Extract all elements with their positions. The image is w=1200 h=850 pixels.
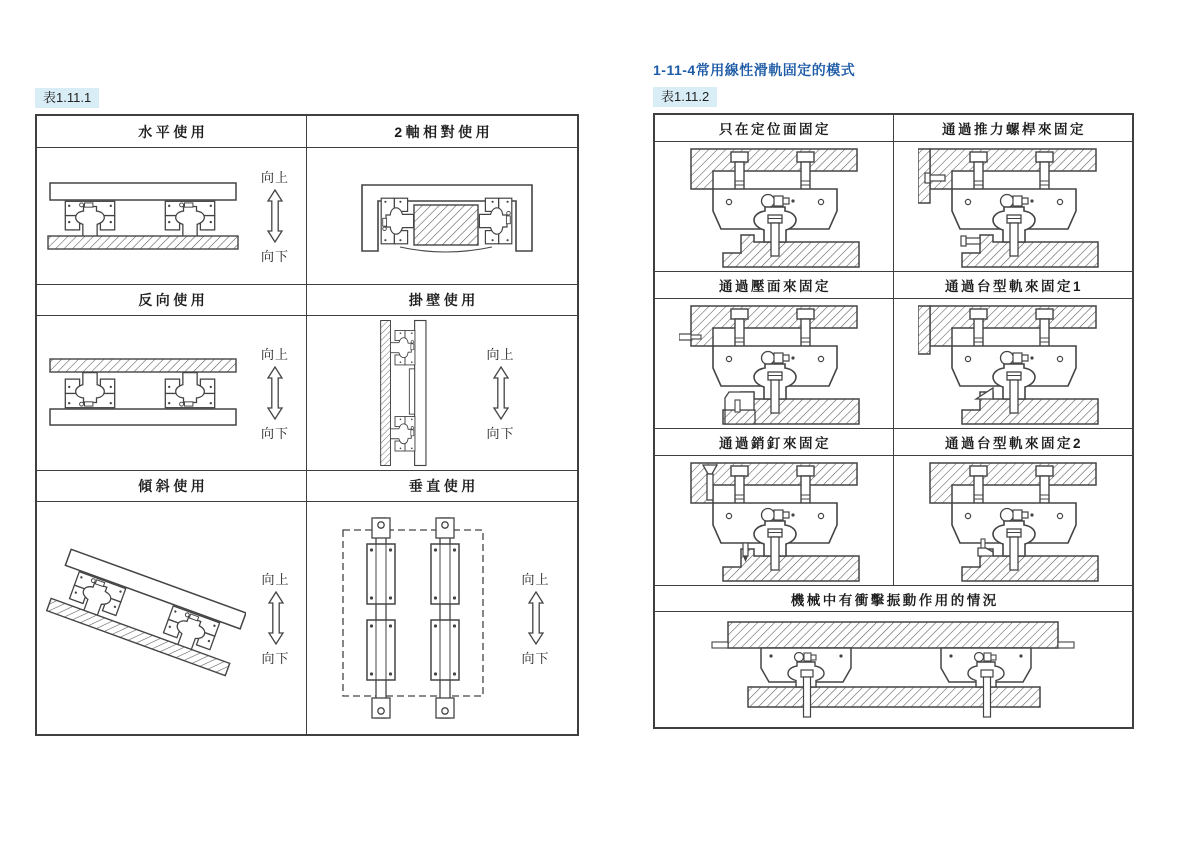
diagram-cell-fix-pin: [655, 456, 894, 586]
header-fix-locating-face: 只在定位面固定: [655, 115, 894, 142]
up-label: 向上: [260, 347, 289, 362]
diagram-cell-horizontal-use: [37, 148, 307, 285]
header-shock-vibration: 機械中有衝擊振動作用的情況: [655, 586, 1132, 612]
header-inverted-use: 反向使用: [37, 285, 307, 316]
inclined-use-diagram: [40, 545, 246, 691]
fix-tapered-rail-1-diagram: [918, 302, 1108, 426]
down-label: 向下: [486, 426, 515, 441]
section-heading: 1-11-4常用線性滑軌固定的模式: [653, 62, 856, 78]
diagram-cell-fix-thrust-screw: [894, 142, 1133, 272]
fix-locating-face-diagram: [679, 145, 869, 269]
fix-thrust-screw-diagram: [918, 145, 1108, 269]
double-arrow-icon: [527, 591, 545, 645]
section-fixing-methods: [653, 60, 1134, 729]
down-label: 向下: [261, 651, 290, 666]
two-axis-opposed-diagram: [340, 177, 545, 255]
horizontal-use-diagram: [40, 179, 245, 253]
diagram-cell-fix-tapered-rail-1: [894, 299, 1133, 429]
double-arrow-icon: [267, 591, 285, 645]
table-1-11-1: [35, 114, 579, 736]
vertical-use-diagram: [321, 516, 506, 720]
diagram-cell-inverted-use: [37, 316, 307, 471]
header-fix-press-face: 通過壓面來固定: [655, 272, 894, 299]
shock-vibration-diagram: [676, 619, 1111, 721]
header-fix-pin: 通過銷釘來固定: [655, 429, 894, 456]
diagram-cell-fix-tapered-rail-2: [894, 456, 1133, 586]
header-fix-thrust-screw: 通過推力螺桿來固定: [894, 115, 1133, 142]
fix-pin-diagram: [679, 459, 869, 583]
table-label-1-11-2: 表1.11.2: [653, 87, 717, 107]
up-label: 向上: [261, 572, 290, 587]
diagram-cell-fix-locating-face: [655, 142, 894, 272]
header-vertical-use: 垂直使用: [307, 471, 577, 502]
wall-mount-diagram: [356, 319, 471, 467]
rail-column: [431, 518, 459, 718]
diagram-cell-fix-press-face: [655, 299, 894, 429]
inverted-use-diagram: [40, 355, 245, 431]
double-arrow-icon: [266, 189, 284, 243]
down-label: 向下: [260, 249, 289, 264]
direction-arrows: [247, 344, 303, 442]
direction-arrows: [248, 569, 304, 667]
header-inclined-use: 傾斜使用: [37, 471, 307, 502]
table-1-11-2: [653, 113, 1134, 729]
down-label: 向下: [260, 426, 289, 441]
section-usage-orientations: [35, 88, 579, 736]
double-arrow-icon: [492, 366, 510, 420]
header-fix-tapered-rail-1: 通過台型軌來固定1: [894, 272, 1133, 299]
diagram-cell-vertical-use: [307, 502, 577, 734]
header-horizontal-use: 水平使用: [37, 116, 307, 148]
up-label: 向上: [260, 170, 289, 185]
direction-arrows: [247, 167, 303, 265]
direction-arrows: [508, 569, 564, 667]
rail-column: [367, 518, 395, 718]
diagram-cell-inclined-use: [37, 502, 307, 734]
header-wall-mount-use: 掛壁使用: [307, 285, 577, 316]
table-label-1-11-1: 表1.11.1: [35, 88, 99, 108]
diagram-cell-wall-mount: [307, 316, 577, 471]
up-label: 向上: [521, 572, 550, 587]
diagram-cell-shock-vibration: [655, 612, 1132, 727]
up-label: 向上: [486, 347, 515, 362]
down-label: 向下: [521, 651, 550, 666]
header-two-axis-opposed-use: 2軸相對使用: [307, 116, 577, 148]
header-fix-tapered-rail-2: 通過台型軌來固定2: [894, 429, 1133, 456]
fix-press-face-diagram: [679, 302, 869, 426]
fix-tapered-rail-2-diagram: [918, 459, 1108, 583]
diagram-cell-two-axis-opposed: [307, 148, 577, 285]
double-arrow-icon: [266, 366, 284, 420]
direction-arrows: [473, 344, 529, 442]
